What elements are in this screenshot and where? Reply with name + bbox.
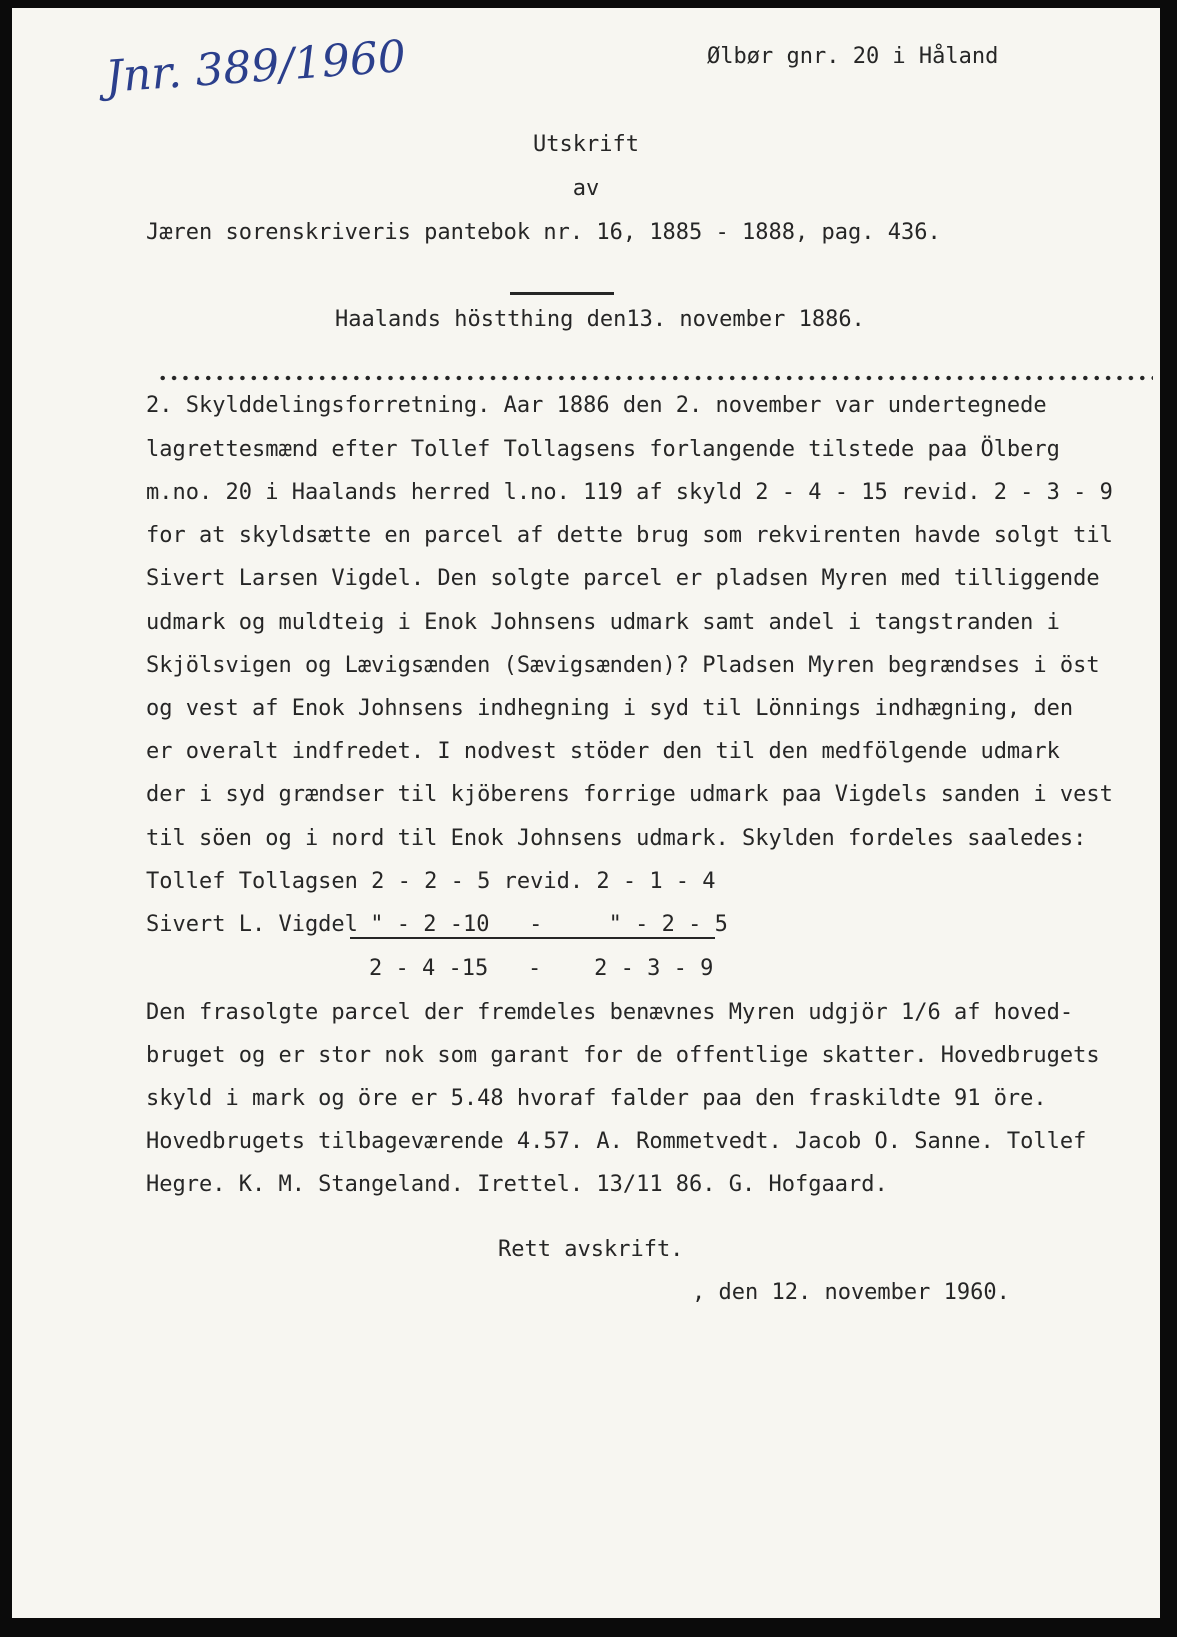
body-line: udmark og muldteig i Enok Johnsens udmark samt andel i tangstranden i <box>146 610 1060 635</box>
title-line-1: Utskrift <box>533 132 639 157</box>
title-divider <box>510 292 614 295</box>
certification: Rett avskrift. <box>498 1237 684 1262</box>
body-line: for at skyldsætte en parcel af dette brug som rekvirenten havde solgt til <box>146 523 1113 548</box>
body-line: til söen og i nord til Enok Johnsens udmark. Skylden fordeles saaledes: <box>146 826 1087 851</box>
distribution-row-vigdel-values: " - 2 -10 - " - 2 - 5 <box>357 912 728 937</box>
distribution-total: 2 - 4 -15 - 2 - 3 - 9 <box>369 956 714 981</box>
body-line: er overalt indfredet. I nodvest stöder den til den medfölgende udmark <box>146 739 1060 764</box>
dotted-separator <box>157 375 1153 381</box>
body-line: m.no. 20 i Haalands herred l.no. 119 af skyld 2 - 4 - 15 revid. 2 - 3 - 9 <box>146 480 1113 505</box>
distribution-row-tollagsen: Tollef Tollagsen 2 - 2 - 5 revid. 2 - 1 - 4 <box>146 869 716 894</box>
document-page <box>12 8 1160 1618</box>
closing-line: Den frasolgte parcel der fremdeles benævnes Myren udgjör 1/6 af hoved- <box>146 1000 1074 1025</box>
sum-underline <box>350 937 715 939</box>
session-heading: Haalands höstthing den13. november 1886. <box>335 307 865 332</box>
closing-line: Hovedbrugets tilbageværende 4.57. A. Rommetvedt. Jacob O. Sanne. Tollef <box>146 1129 1087 1154</box>
body-line: Skjölsvigen og Lævigsænden (Sævigsænden)? Pladsen Myren begrændses i öst <box>146 653 1100 678</box>
title-line-3: Jæren sorenskriveris pantebok nr. 16, 1885 - 1888, pag. 436. <box>146 220 941 245</box>
distribution-row-vigdel-name: Sivert L. Vigdel <box>146 912 358 937</box>
body-line: lagrettesmænd efter Tollef Tollagsens forlangende tilstede paa Ölberg <box>146 437 1060 462</box>
body-line: Sivert Larsen Vigdel. Den solgte parcel er pladsen Myren med tilliggende <box>146 566 1100 591</box>
certification-date: , den 12. november 1960. <box>692 1280 1010 1305</box>
closing-line: Hegre. K. M. Stangeland. Irettel. 13/11 86. G. Hofgaard. <box>146 1172 888 1197</box>
body-line: og vest af Enok Johnsens indhegning i syd til Lönnings indhægning, den <box>146 696 1074 721</box>
body-line: der i syd grændser til kjöberens forrige udmark paa Vigdels sanden i vest <box>146 782 1113 807</box>
body-line: 2. Skylddelingsforretning. Aar 1886 den 2. november var undertegnede <box>146 393 1047 418</box>
closing-line: skyld i mark og öre er 5.48 hvoraf falder paa den fraskildte 91 öre. <box>146 1086 1047 1111</box>
closing-line: bruget og er stor nok som garant for de offentlige skatter. Hovedbrugets <box>146 1043 1100 1068</box>
handwritten-reference: Jnr. 389/1960 <box>103 31 408 103</box>
title-line-2: av <box>572 176 600 201</box>
place-note: Ølbør gnr. 20 i Håland <box>707 44 999 69</box>
